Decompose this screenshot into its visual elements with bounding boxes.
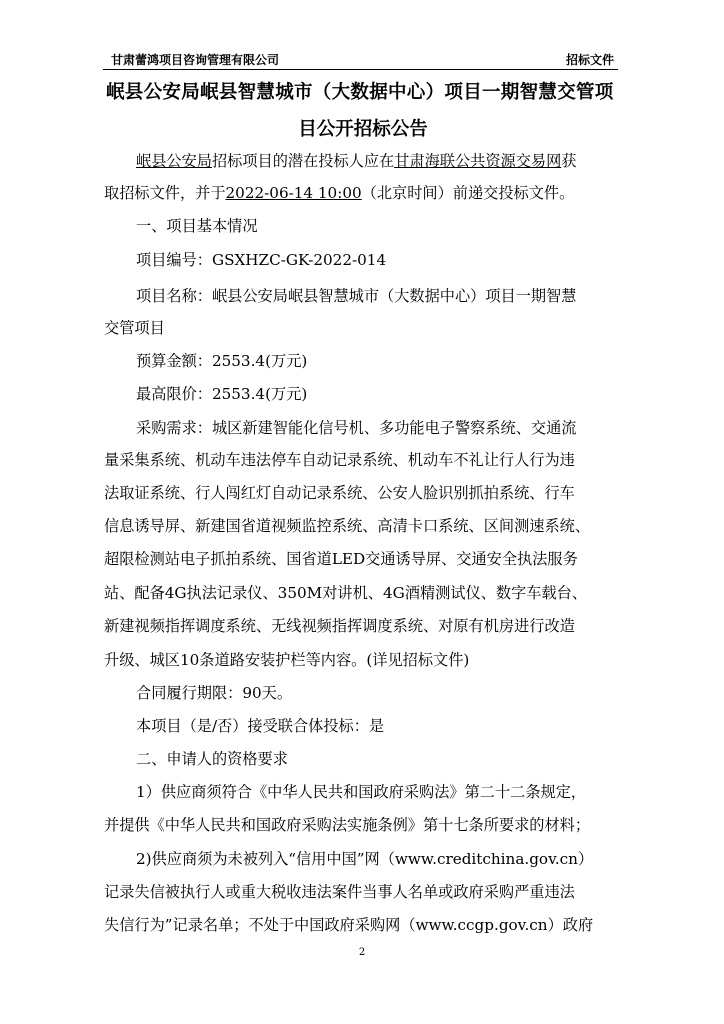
project-name-line-1: 项目名称：岷县公安局岷县智慧城市（大数据中心）项目一期智慧 — [136, 287, 577, 305]
project-name-line-2: 交管项目 — [104, 319, 165, 337]
section2-heading: 二、申请人的资格要求 — [136, 750, 288, 768]
company-name: 甘肃蕾鸿项目咨询管理有限公司 — [111, 53, 280, 67]
demand-line: 法取证系统、行人闯红灯自动记录系统、公安人脸识别抓拍系统、行车 — [104, 484, 575, 502]
requirement-2-line-2: 记录失信被执行人或重大税收违法案件当事人名单或政府采购严重违法 — [104, 883, 575, 901]
demand-line: 升级、城区10条道路安装护栏等内容。(详见招标文件) — [104, 651, 470, 669]
intro-text-c: 取招标文件，并于 — [104, 184, 226, 202]
max-price: 最高限价：2553.4(万元) — [136, 385, 308, 403]
requirement-1-line-1: 1）供应商须符合《中华人民共和国政府采购法》第二十二条规定， — [136, 783, 587, 801]
demand-line: 信息诱导屏、新建国省道视频监控系统、高清卡口系统、区间测速系统、 — [104, 517, 590, 535]
title-line-1: 岷县公安局岷县智慧城市（大数据中心）项目一期智慧交管项 — [106, 82, 614, 103]
title-line-2: 目公开招标公告 — [298, 119, 428, 140]
contract-period: 合同履行期限：90天。 — [136, 684, 293, 702]
demand-line: 新建视频指挥调度系统、无线视频指挥调度系统、对原有机房进行改造 — [104, 617, 575, 635]
intro-text-d: （北京时间）前递交投标文件。 — [361, 184, 575, 202]
deadline-datetime: 2022-06-14 10:00 — [225, 184, 362, 202]
demand-line: 采购需求：城区新建智能化信号机、多功能电子警察系统、交通流 — [136, 419, 577, 437]
requirement-2-line-3: 失信行为”记录名单；不处于中国政府采购网（www.ccgp.gov.cn）政府 — [104, 916, 594, 934]
budget-amount: 预算金额：2553.4(万元) — [136, 352, 308, 370]
intro-line-2 — [104, 183, 574, 203]
section1-heading: 一、项目基本情况 — [136, 217, 258, 235]
requirement-1-line-2: 并提供《中华人民共和国政府采购法实施条例》第十七条所要求的材料； — [104, 816, 590, 834]
purchaser-name: 岷县公安局 — [136, 152, 212, 170]
page-header — [103, 49, 618, 70]
demand-line: 站、配备4G执法记录仪、350M对讲机、4G酒精测试仪、数字车载台、 — [104, 584, 588, 602]
consortium-accepted: 本项目（是/否）接受联合体投标：是 — [136, 717, 385, 735]
trading-platform-name: 甘肃海联公共资源交易网 — [394, 152, 562, 170]
page-number: 2 — [358, 947, 366, 958]
demand-line: 量采集系统、机动车违法停车自动记录系统、机动车不礼让行人行为违 — [104, 451, 575, 469]
intro-text-a: 招标项目的潜在投标人应在 — [211, 152, 395, 170]
doc-type: 招标文件 — [565, 53, 614, 67]
requirement-2-line-1: 2)供应商须为未被列入“信用中国”网（www.creditchina.gov.cn） — [136, 850, 594, 868]
demand-line: 超限检测站电子抓拍系统、国省道LED交通诱导屏、交通安全执法服务 — [104, 550, 578, 568]
project-number: 项目编号：GSXHZC-GK-2022-014 — [136, 251, 387, 269]
intro-text-b: 获 — [561, 152, 577, 170]
intro-line-1 — [136, 151, 576, 171]
